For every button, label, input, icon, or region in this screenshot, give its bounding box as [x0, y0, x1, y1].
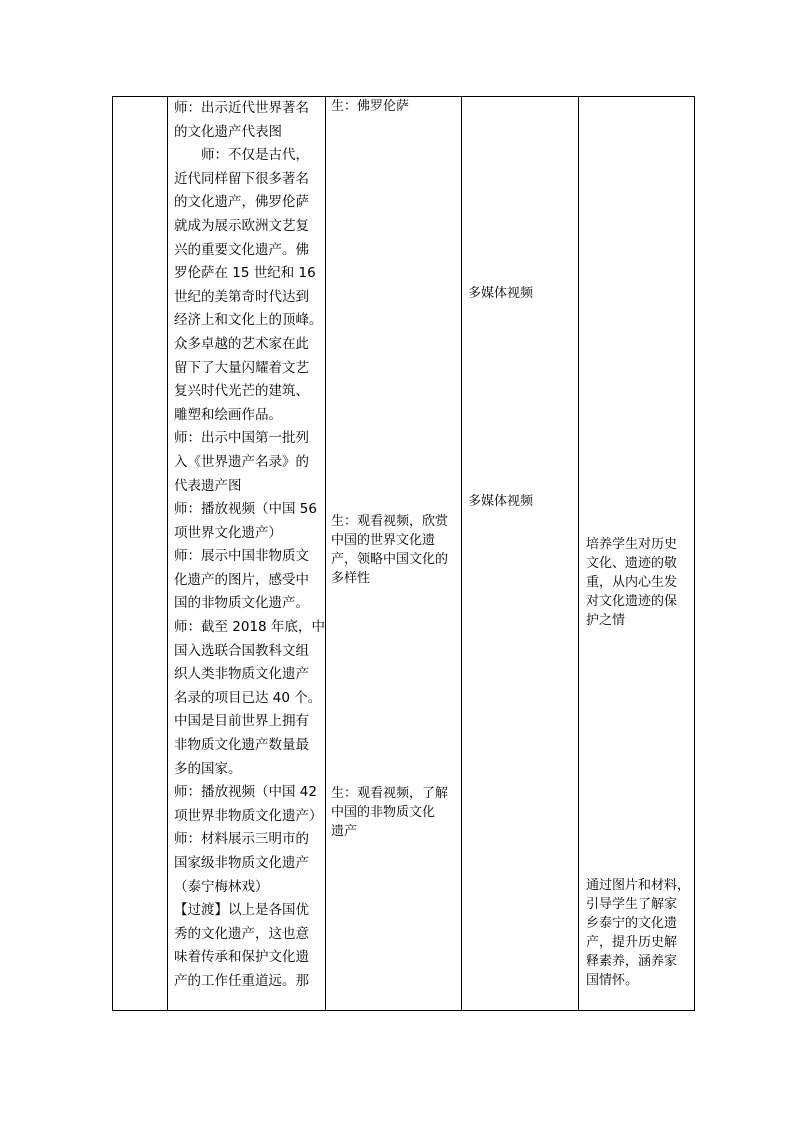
design-intent-block: [586, 535, 694, 630]
design-intent-block: [586, 876, 694, 990]
student-activity-block: [331, 97, 459, 116]
teacher-line: 留下了大量闪耀着文艺: [174, 359, 309, 376]
teacher-activity-cell: [174, 97, 324, 994]
teacher-line: 入《世界遗产名录》的: [174, 453, 309, 470]
teacher-line: 兴的重要文化遗产。佛: [174, 241, 309, 258]
intent-line: 产，提升历史解: [586, 935, 678, 950]
intent-line: 国情怀。: [586, 973, 639, 988]
teacher-line: 师：不仅是古代，: [174, 147, 309, 164]
intent-line: 通过图片和材料，: [586, 878, 691, 893]
teacher-line: 师：播放视频（中国 42: [174, 784, 317, 801]
student-line: 中国的世界文化遗: [331, 533, 436, 548]
teacher-line: 师：展示中国非物质文: [174, 548, 309, 565]
intent-line: 重，从内心生发: [586, 575, 678, 590]
intent-line: 释素养，涵养家: [586, 954, 678, 969]
teacher-line: 项世界非物质文化遗产）: [174, 807, 323, 824]
teacher-line: 众多卓越的艺术家在此: [174, 335, 309, 352]
teacher-line: 近代同样留下很多著名: [174, 170, 309, 187]
teacher-line: 师：出示近代世界著名: [174, 100, 309, 116]
teacher-line: 世纪的美第奇时代达到: [174, 288, 309, 305]
student-activity-block: [331, 784, 459, 841]
teacher-line: 代表遗产图: [174, 477, 242, 494]
teacher-line: 国家级非物质文化遗产: [174, 855, 309, 871]
student-line: 遗产: [331, 824, 358, 839]
intent-line: 文化、遗迹的敬: [586, 556, 678, 571]
student-line: 生：佛罗伦萨: [331, 99, 410, 114]
teacher-line: 多的国家。: [174, 760, 242, 777]
teacher-line: 国入选联合国教科文组: [174, 642, 309, 659]
intent-line: 培养学生对历史: [586, 537, 678, 552]
teacher-line: 中国是目前世界上拥有: [174, 713, 309, 730]
student-line: 多样性: [331, 571, 371, 586]
teacher-line: 师：出示中国第一批列: [174, 430, 309, 447]
column-divider: [461, 96, 462, 1011]
media-label: 多媒体视频: [468, 494, 534, 509]
teacher-line: 复兴时代光芒的建筑、: [174, 383, 309, 400]
teacher-line: 师：材料展示三明市的: [174, 831, 309, 848]
student-line: 中国的非物质文化: [331, 805, 436, 820]
student-line: 生：观看视频，欣赏: [331, 514, 449, 529]
teacher-line: 的文化遗产，佛罗伦萨: [174, 194, 309, 211]
teacher-line: （泰宁梅林戏）: [174, 878, 269, 895]
student-line: 产，领略中国文化的: [331, 552, 449, 567]
teacher-line: 项世界文化遗产）: [174, 524, 282, 541]
stage-cell: [113, 97, 167, 1010]
intent-line: 乡泰宁的文化遗: [586, 916, 678, 931]
media-item: [468, 492, 576, 511]
column-divider: [578, 96, 579, 1011]
teacher-line: 名录的项目已达 40 个。: [174, 689, 322, 706]
teacher-line: 师：播放视频（中国 56: [174, 501, 317, 518]
teacher-line: 味着传承和保护文化遗: [174, 949, 309, 966]
teacher-line: 织人类非物质文化遗产: [174, 666, 309, 683]
column-divider: [167, 96, 168, 1011]
teacher-line: 国的非物质文化遗产。: [174, 595, 309, 612]
teacher-line: 化遗产的图片，感受中: [174, 571, 309, 588]
column-divider: [325, 96, 326, 1011]
teacher-line: 师：截至 2018 年底，中: [174, 619, 325, 636]
intent-line: 引导学生了解家: [586, 897, 678, 912]
teacher-line: 罗伦萨在 15 世纪和 16: [174, 265, 316, 282]
student-activity-block: [331, 512, 459, 588]
teacher-line: 的文化遗产代表图: [174, 123, 282, 140]
teacher-line: 就成为展示欧洲文艺复: [174, 217, 309, 234]
media-item: [468, 284, 576, 303]
teacher-line: 雕塑和绘画作品。: [174, 406, 282, 423]
teacher-line: 经济上和文化上的顶峰。: [174, 312, 323, 329]
teacher-line: 【过渡】以上是各国优: [174, 902, 309, 919]
teacher-line: 非物质文化遗产数量最: [174, 737, 309, 754]
student-line: 生：观看视频，了解: [331, 786, 449, 801]
intent-line: 对文化遗迹的保: [586, 594, 678, 609]
intent-line: 护之情: [586, 613, 626, 628]
teacher-line: 秀的文化遗产，这也意: [174, 925, 309, 942]
teacher-line: 产的工作任重道远。那: [174, 972, 309, 989]
media-label: 多媒体视频: [468, 286, 534, 301]
